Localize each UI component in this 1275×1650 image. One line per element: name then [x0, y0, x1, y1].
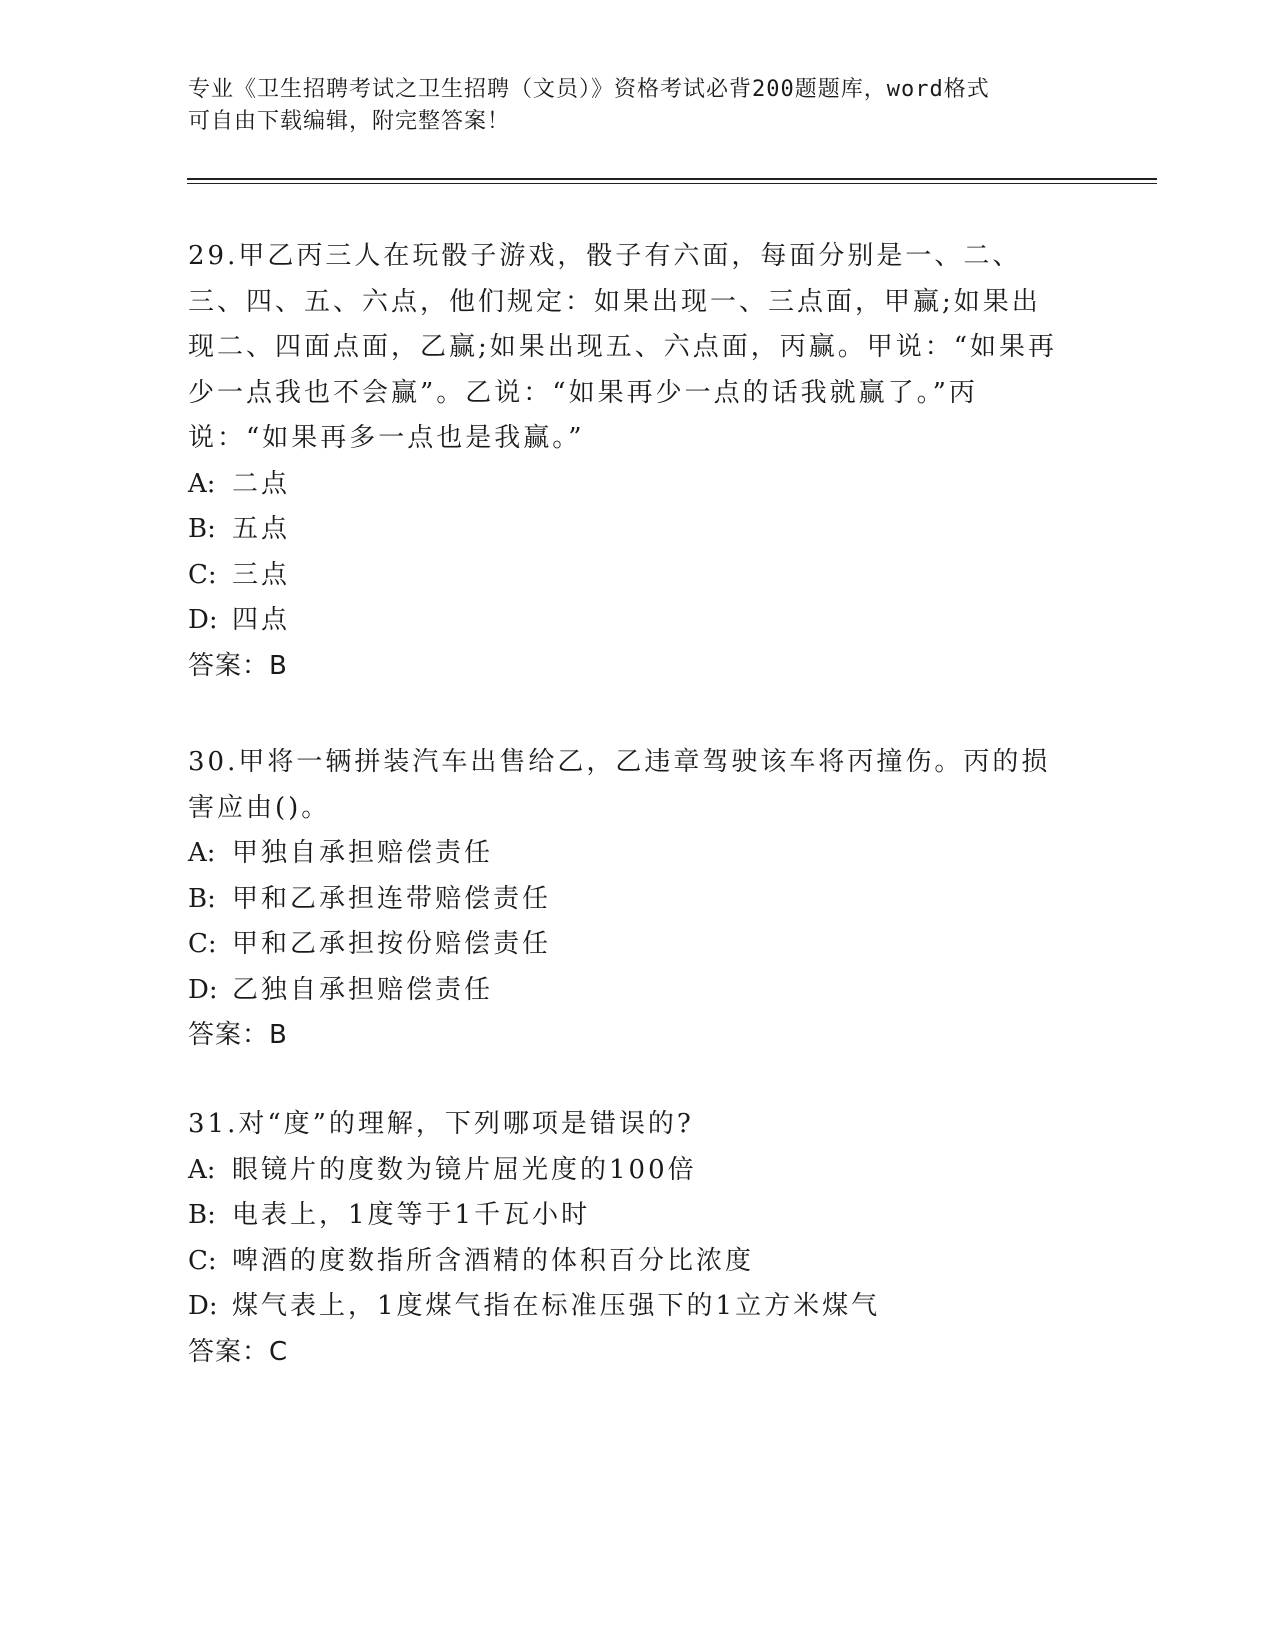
option-letter: A: [188, 838, 216, 868]
option-a [188, 831, 1068, 877]
option-text: 煤气表上，1度煤气指在标准压强下的1立方米煤气 [232, 1291, 881, 1321]
header-title-line-2: 可自由下载编辑，附完整答案！ [188, 109, 511, 134]
option-c [188, 553, 1068, 599]
option-c [188, 1239, 1068, 1285]
option-letter: D: [188, 974, 218, 1005]
option-text: 三点 [232, 559, 291, 590]
option-letter: B: [188, 514, 216, 544]
option-d [188, 598, 1068, 644]
option-text: 啤酒的度数指所含酒精的体积百分比浓度 [232, 1245, 755, 1276]
option-a [188, 1148, 1068, 1194]
option-d [188, 968, 1068, 1014]
option-text: 眼镜片的度数为镜片屈光度的100倍 [232, 1154, 697, 1185]
option-letter: A: [188, 468, 216, 499]
option-letter: B: [188, 883, 216, 914]
header-divider-thick [187, 178, 1157, 180]
option-letter: C: [188, 1245, 217, 1276]
header-title-line-1: 专业《卫生招聘考试之卫生招聘（文员）》资格考试必背200题题库，word格式 [188, 77, 990, 102]
option-d [188, 1284, 1068, 1330]
question-31 [188, 1102, 1068, 1375]
option-text: 乙独自承担赔偿责任 [232, 974, 494, 1005]
option-text: 五点 [232, 514, 291, 544]
option-text: 甲和乙承担按份赔偿责任 [232, 929, 552, 959]
answer-line: 答案：B [188, 1020, 288, 1050]
document-header [188, 74, 1068, 138]
option-text: 二点 [232, 468, 291, 499]
question-30 [188, 740, 1068, 1059]
option-letter: D: [188, 605, 218, 635]
option-letter: C: [188, 559, 217, 590]
option-b [188, 877, 1068, 923]
option-letter: B: [188, 1200, 216, 1230]
option-a [188, 462, 1068, 508]
answer-line: 答案：B [188, 650, 288, 681]
option-text: 甲和乙承担连带赔偿责任 [232, 883, 552, 914]
question-29 [188, 234, 1068, 689]
question-stem: 29.甲乙丙三人在玩骰子游戏，骰子有六面，每面分别是一、二、三、四、五、六点，他们规定：如果出现一、三点面，甲赢;如果出现二、四面点面，乙赢;如果出现五、六点面，丙赢。甲说：“如果再少一点我也不会赢”。乙说：“如果再少一点的话我就赢了。”丙说：“如果再多一点也是我赢。” [188, 241, 1058, 453]
option-text: 电表上，1度等于1千瓦小时 [232, 1200, 591, 1230]
question-stem: 30.甲将一辆拼装汽车出售给乙，乙违章驾驶该车将丙撞伤。丙的损害应由()。 [188, 747, 1051, 823]
option-letter: C: [188, 929, 217, 959]
option-c [188, 922, 1068, 968]
answer-line: 答案：C [188, 1336, 289, 1367]
question-stem: 31.对“度”的理解，下列哪项是错误的? [188, 1109, 694, 1139]
option-b [188, 507, 1068, 553]
option-letter: D: [188, 1291, 218, 1321]
option-text: 甲独自承担赔偿责任 [232, 838, 494, 868]
option-letter: A: [188, 1154, 216, 1185]
option-b [188, 1193, 1068, 1239]
option-text: 四点 [232, 605, 291, 635]
header-divider-thin [187, 183, 1157, 184]
